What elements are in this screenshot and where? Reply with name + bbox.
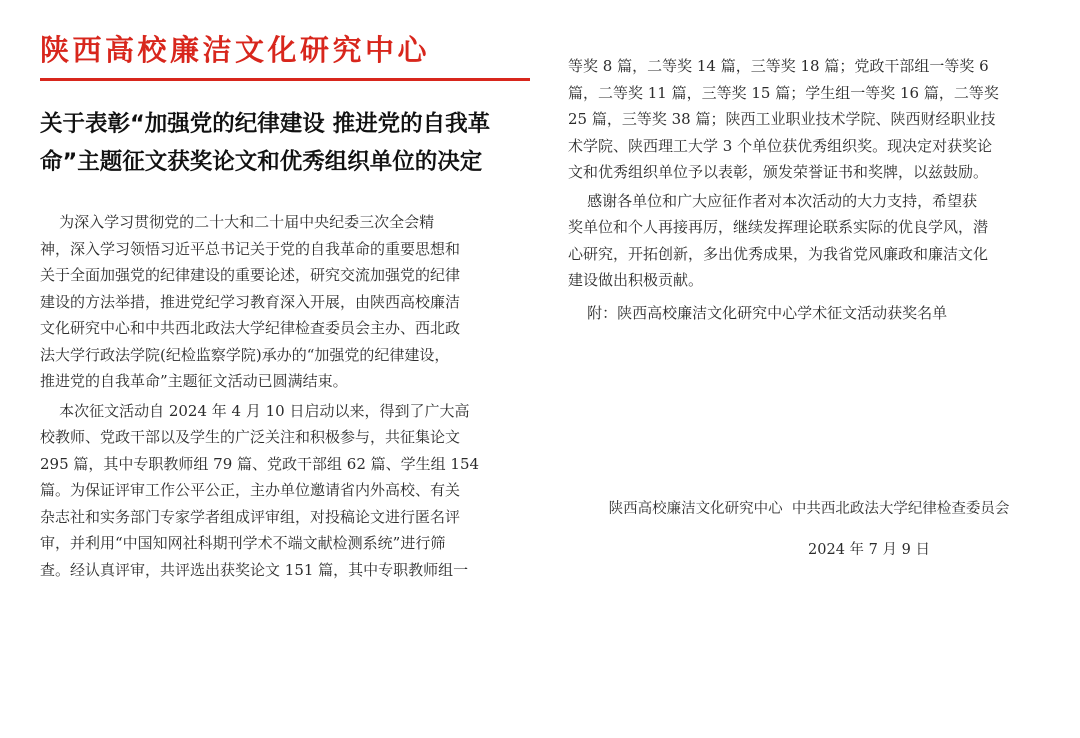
paragraph-activity	[40, 398, 530, 584]
text-line: 等奖 8 篇，二等奖 14 篇，三等奖 18 篇；党政干部组一等奖 6	[568, 57, 989, 75]
text-line: 为深入学习贯彻党的二十大和二十届中央纪委三次全会精	[40, 213, 435, 231]
left-body	[40, 209, 530, 583]
text-line: 关于全面加强党的纪律建设的重要论述，研究交流加强党的纪律	[40, 266, 461, 284]
text-line: 本次征文活动自 2024 年 4 月 10 日启动以来，得到了广大高	[40, 401, 470, 420]
text-line: 心研究，开拓创新，多出优秀成果，为我省党风廉政和廉洁文化	[568, 244, 989, 263]
text-line: 文化研究中心和中共西北政法大学纪律检查委员会主办、西北政	[40, 319, 461, 337]
paragraph-awards	[568, 53, 1050, 186]
title-line: 命”主题征文获奖论文和优秀组织单位的决定	[40, 149, 483, 175]
text-line: 术学院、陕西理工大学 3 个单位获优秀组织奖。现决定对获奖论	[568, 136, 993, 155]
text-line: 校教师、党政干部以及学生的广泛关注和积极参与，共征集论文	[40, 428, 461, 446]
attachment-text: 附：陕西高校廉洁文化研究中心学术征文活动获奖名单	[568, 303, 948, 322]
text-line: 25 篇，三等奖 38 篇；陕西工业职业技术学院、陕西财经职业技	[568, 110, 996, 128]
text-line: 推进党的自我革命”主题征文活动已圆满结束。	[40, 372, 348, 390]
document-title	[40, 105, 530, 181]
text-line: 审，并利用“中国知网社科期刊学术不端文献检测系统”进行筛	[40, 534, 446, 552]
text-line: 篇，二等奖 11 篇，三等奖 15 篇；学生组一等奖 16 篇，二等奖	[568, 83, 999, 102]
signature-organizations: 陕西高校廉洁文化研究中心 中共西北政法大学纪律检查委员会	[608, 501, 1010, 517]
attachment-note	[568, 300, 1050, 327]
text-line: 杂志社和实务部门专家学者组成评审组，对投稿论文进行匿名评	[40, 507, 461, 526]
text-line: 法大学行政法学院(纪检监察学院)承办的“加强党的纪律建设，	[40, 345, 450, 364]
org-header-title: 陕西高校廉洁文化研究中心	[40, 33, 431, 67]
paragraph-thanks	[568, 188, 1050, 294]
text-line: 建设的方法举措，推进党纪学习教育深入开展，由陕西高校廉洁	[40, 292, 461, 311]
text-line: 建设做出积极贡献。	[568, 271, 704, 289]
right-body	[568, 53, 1050, 326]
text-line: 295 篇，其中专职教师组 79 篇、党政干部组 62 篇、学生组 154	[40, 454, 480, 473]
title-line: 关于表彰“加强党的纪律建设 推进党的自我革	[40, 111, 491, 137]
text-line: 文和优秀组织单位予以表彰，颁发荣誉证书和奖牌，以兹鼓励。	[568, 163, 989, 181]
text-line: 查。经认真评审，共评选出获奖论文 151 篇，其中专职教师组一	[40, 560, 469, 579]
text-line: 奖单位和个人再接再厉，继续发挥理论联系实际的优良学风，潜	[568, 218, 989, 236]
paragraph-intro	[40, 209, 530, 395]
signature-date: 2024 年 7 月 9 日	[808, 542, 930, 558]
left-column	[40, 0, 530, 583]
text-line: 篇。为保证评审工作公平公正，主办单位邀请省内外高校、有关	[40, 481, 461, 499]
right-column	[568, 0, 1050, 558]
text-line: 神，深入学习领悟习近平总书记关于党的自我革命的重要思想和	[40, 239, 461, 258]
header-red-rule	[40, 78, 530, 81]
signature-block	[568, 497, 1050, 559]
text-line: 感谢各单位和广大应征作者对本次活动的大力支持，希望获	[568, 191, 978, 210]
